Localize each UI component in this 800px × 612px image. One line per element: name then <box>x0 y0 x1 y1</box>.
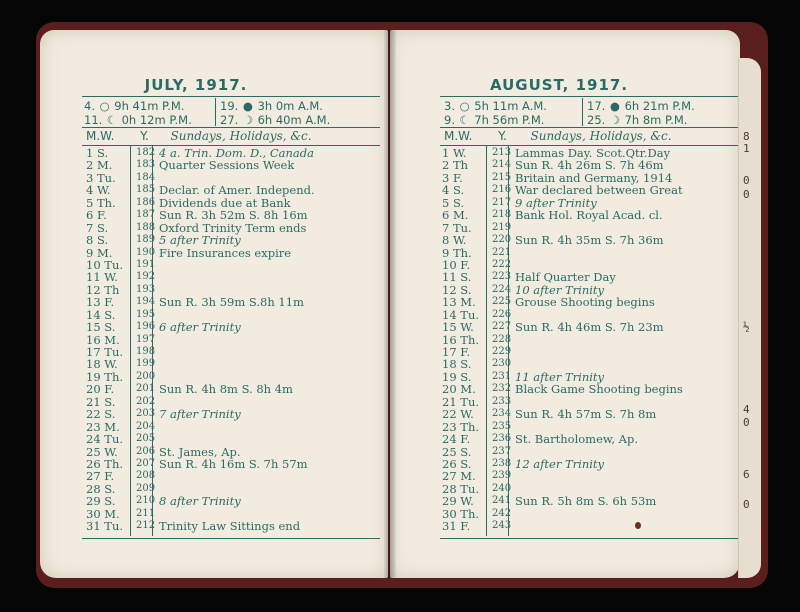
moon-divider <box>582 98 583 126</box>
day-of-year: 212 <box>136 520 156 532</box>
day-label: 2 Th <box>442 158 469 173</box>
day-label: 15 W. <box>442 320 474 335</box>
day-row <box>442 158 738 173</box>
full-moon-icon: ○ <box>459 99 470 113</box>
day-label: 13 F. <box>86 295 115 310</box>
day-label: 20 M. <box>442 382 476 397</box>
day-of-year: 198 <box>136 346 156 357</box>
moon-phase-row-1b: 17. ● 6h 21m P.M. <box>587 99 695 113</box>
day-of-year: 213 <box>492 147 512 158</box>
day-of-year: 238 <box>492 457 512 469</box>
top-rule <box>82 96 380 97</box>
day-row <box>442 407 738 422</box>
day-entry: Declar. of Amer. Independ. <box>159 183 315 198</box>
day-of-year: 218 <box>492 209 512 221</box>
day-label: 16 Th. <box>442 332 480 347</box>
day-entry: Sun R. 4h 57m S. 7h 8m <box>515 407 657 422</box>
day-label: 28 Tu. <box>442 481 480 496</box>
day-row <box>442 445 738 457</box>
day-row <box>442 357 738 372</box>
day-of-year: 217 <box>492 196 512 208</box>
edge-pencil-mark: 4 <box>743 403 750 416</box>
day-of-year: 227 <box>492 321 512 333</box>
day-row <box>442 519 738 534</box>
day-entry: 4 a. Trin. Dom. D., Canada <box>159 146 314 160</box>
day-label: 26 S. <box>442 456 472 471</box>
august-page <box>390 30 740 578</box>
day-of-year: 186 <box>136 196 156 208</box>
day-of-year: 233 <box>492 395 512 407</box>
day-of-year: 234 <box>492 408 512 420</box>
day-label: 5 Th. <box>86 195 116 210</box>
day-entry: Sun R. 4h 35m S. 7h 36m <box>515 233 664 248</box>
day-row <box>442 320 738 335</box>
moon-phase-row-2: 11. ☾ 0h 12m P.M. <box>84 113 192 127</box>
day-row <box>86 519 380 534</box>
day-label: 10 Tu. <box>86 257 124 272</box>
new-moon-icon: ● <box>609 99 620 113</box>
day-label: 18 S. <box>442 357 472 372</box>
day-label: 18 W. <box>86 357 118 372</box>
column-header: M.W. Y. Sundays, Holidays, &c. <box>444 129 672 143</box>
day-row <box>86 482 380 494</box>
day-label: 7 Tu. <box>442 220 472 235</box>
day-of-year: 202 <box>136 395 156 407</box>
day-of-year: 230 <box>492 358 512 370</box>
day-label: 22 W. <box>442 407 474 422</box>
day-row <box>86 432 380 447</box>
day-label: 11 S. <box>442 270 472 285</box>
day-of-year: 188 <box>136 221 156 233</box>
day-entry: Lammas Day. Scot.Qtr.Day <box>515 146 671 160</box>
day-row <box>86 158 380 173</box>
day-label: 14 S. <box>86 307 116 322</box>
day-of-year: 207 <box>136 457 156 469</box>
moon-divider <box>215 98 216 126</box>
day-of-year: 189 <box>136 234 156 246</box>
day-row <box>442 395 738 407</box>
day-of-year: 206 <box>136 445 156 457</box>
day-row <box>86 183 380 198</box>
day-row <box>86 507 380 519</box>
day-of-year: 185 <box>136 184 156 196</box>
day-of-year: 197 <box>136 333 156 345</box>
day-row <box>442 208 738 223</box>
full-moon-icon: ○ <box>99 99 110 113</box>
day-label: 9 M. <box>86 245 113 260</box>
day-label: 20 F. <box>86 382 115 397</box>
day-of-year: 215 <box>492 171 512 183</box>
day-row <box>86 233 380 248</box>
day-label: 21 S. <box>86 394 116 409</box>
day-of-year: 235 <box>492 420 512 432</box>
day-row <box>442 270 738 285</box>
day-of-year: 242 <box>492 507 512 519</box>
day-label: 23 M. <box>86 419 120 434</box>
new-moon-icon: ● <box>242 99 253 113</box>
day-of-year: 221 <box>492 246 512 258</box>
day-of-year: 200 <box>136 370 156 382</box>
day-row <box>86 196 380 208</box>
day-entry: Quarter Sessions Week <box>159 158 295 173</box>
top-rule <box>440 96 740 97</box>
july-page <box>40 30 388 578</box>
day-row <box>86 283 380 295</box>
day-entry: Trinity Law Sittings end <box>159 519 301 534</box>
day-label: 17 F. <box>442 345 471 359</box>
day-entry: Sun R. 4h 46m S. 7h 23m <box>515 320 664 335</box>
day-row <box>442 494 738 509</box>
day-label: 30 Th. <box>442 506 480 521</box>
day-label: 9 Th. <box>442 245 472 260</box>
edge-pencil-mark: 0 <box>743 416 750 429</box>
day-row <box>86 208 380 223</box>
day-row <box>442 482 738 494</box>
day-label: 4 W. <box>86 183 111 198</box>
day-entry: Fire Insurances expire <box>159 245 292 260</box>
day-label: 1 W. <box>442 146 467 160</box>
day-of-year: 220 <box>492 234 512 246</box>
day-label: 29 W. <box>442 494 474 509</box>
day-entry: Bank Hol. Royal Acad. cl. <box>515 208 663 223</box>
edge-pencil-mark: 0 <box>743 498 750 511</box>
day-of-year: 229 <box>492 346 512 357</box>
day-label: 13 M. <box>442 295 476 310</box>
day-label: 27 M. <box>442 469 476 484</box>
day-row <box>442 469 738 484</box>
day-row <box>86 395 380 407</box>
day-entry: Sun R. 3h 59m S.8h 11m <box>159 295 304 310</box>
day-row <box>86 258 380 270</box>
edge-pencil-mark: 0 <box>743 188 750 201</box>
day-row <box>442 345 738 357</box>
day-entry: Half Quarter Day <box>515 270 616 285</box>
day-of-year: 216 <box>492 184 512 196</box>
day-label: 25 S. <box>442 444 472 459</box>
day-list <box>442 146 738 532</box>
day-entry: 7 after Trinity <box>159 407 241 422</box>
day-row <box>86 320 380 335</box>
day-row <box>86 469 380 484</box>
day-row <box>86 308 380 320</box>
day-row <box>442 258 738 270</box>
day-of-year: 196 <box>136 321 156 333</box>
day-label: 6 M. <box>442 208 469 223</box>
edge-pencil-mark: 6 <box>743 468 750 481</box>
day-of-year: 226 <box>492 308 512 320</box>
moon-phase-row-1b: 19. ● 3h 0m A.M. <box>220 99 323 113</box>
day-row <box>442 420 738 432</box>
day-label: 6 F. <box>86 208 107 223</box>
day-row <box>86 333 380 345</box>
day-of-year: 223 <box>492 271 512 283</box>
day-of-year: 205 <box>136 433 156 445</box>
day-of-year: 236 <box>492 433 512 445</box>
day-label: 3 Tu. <box>86 170 116 185</box>
day-entry: War declared between Great <box>515 183 683 198</box>
day-of-year: 204 <box>136 420 156 432</box>
day-label: 14 Tu. <box>442 307 480 322</box>
day-of-year: 208 <box>136 470 156 482</box>
day-entry: Oxford Trinity Term ends <box>159 220 307 235</box>
moon-rule <box>440 127 740 128</box>
day-entry: St. Bartholomew, Ap. <box>515 432 638 447</box>
day-row <box>86 146 380 158</box>
day-label: 29 S. <box>86 494 116 509</box>
day-entry: 12 after Trinity <box>515 456 605 471</box>
day-label: 11 W. <box>86 270 118 285</box>
day-entry: 10 after Trinity <box>515 282 605 297</box>
day-row <box>86 295 380 310</box>
day-entry: Sun R. 5h 8m S. 6h 53m <box>515 494 657 509</box>
day-row <box>86 221 380 233</box>
day-of-year: 232 <box>492 383 512 395</box>
day-label: 19 S. <box>442 369 472 384</box>
day-row <box>86 407 380 422</box>
day-row <box>86 270 380 285</box>
day-label: 12 Th <box>86 282 120 297</box>
day-entry: 9 after Trinity <box>515 195 597 210</box>
day-label: 17 Tu. <box>86 345 124 359</box>
day-row <box>86 494 380 509</box>
day-entry: Sun R. 4h 16m S. 7h 57m <box>159 456 308 471</box>
day-row <box>442 196 738 208</box>
binding-gutter <box>384 30 396 578</box>
day-of-year: 203 <box>136 408 156 420</box>
day-list <box>86 146 380 532</box>
day-label: 22 S. <box>86 407 116 422</box>
day-row <box>442 183 738 198</box>
day-of-year: 211 <box>136 507 156 519</box>
moon-phase-row-1: 3. ○ 5h 11m A.M. <box>444 99 547 113</box>
day-label: 24 Tu. <box>86 432 124 447</box>
day-row <box>86 420 380 432</box>
day-row <box>442 308 738 320</box>
day-row <box>442 432 738 447</box>
day-row <box>86 370 380 382</box>
day-of-year: 219 <box>492 221 512 233</box>
day-of-year: 243 <box>492 520 512 532</box>
day-of-year: 241 <box>492 495 512 507</box>
day-row <box>442 507 738 519</box>
day-label: 27 F. <box>86 469 115 484</box>
day-entry: Sun R. 4h 26m S. 7h 46m <box>515 158 664 173</box>
month-title: AUGUST, 1917. <box>489 76 629 94</box>
day-entry: Sun R. 3h 52m S. 8h 16m <box>159 208 308 223</box>
day-entry: Sun R. 4h 8m S. 8h 4m <box>159 382 293 397</box>
day-label: 31 Tu. <box>86 519 124 534</box>
day-label: 2 M. <box>86 158 113 173</box>
last-quarter-icon: ☾ <box>459 113 470 127</box>
day-row <box>86 457 380 469</box>
edge-pencil-mark: 0 <box>743 174 750 187</box>
day-entry: 5 after Trinity <box>159 233 241 248</box>
day-of-year: 224 <box>492 283 512 295</box>
moon-phase-row-2b: 27. ☽ 6h 40m A.M. <box>220 113 331 127</box>
day-row <box>442 283 738 295</box>
day-row <box>442 295 738 310</box>
day-label: 26 Th. <box>86 456 124 471</box>
day-row <box>86 357 380 372</box>
day-label: 5 S. <box>442 195 465 210</box>
column-header: M.W. Y. Sundays, Holidays, &c. <box>86 129 312 143</box>
day-of-year: 239 <box>492 470 512 482</box>
day-label: 8 S. <box>86 233 109 248</box>
first-quarter-icon: ☽ <box>242 113 254 127</box>
day-label: 1 S. <box>86 146 109 160</box>
moon-rule <box>82 127 380 128</box>
edge-pencil-mark: 1 <box>743 142 750 155</box>
last-quarter-icon: ☾ <box>106 113 118 127</box>
month-title: JULY, 1917. <box>144 76 248 94</box>
day-label: 15 S. <box>86 320 116 335</box>
day-of-year: 195 <box>136 308 156 320</box>
day-of-year: 240 <box>492 482 512 494</box>
day-label: 28 S. <box>86 481 116 496</box>
moon-phase-row-2b: 25. ☽ 7h 8m P.M. <box>587 113 688 127</box>
day-row <box>442 457 738 469</box>
bottom-rule <box>82 538 380 539</box>
day-row <box>86 171 380 183</box>
day-row <box>86 382 380 397</box>
ink-stain <box>635 522 641 529</box>
day-row <box>442 171 738 183</box>
day-entry: Grouse Shooting begins <box>515 295 655 310</box>
day-label: 4 S. <box>442 183 465 198</box>
moon-phase-row-2: 9. ☾ 7h 56m P.M. <box>444 113 545 127</box>
day-of-year: 237 <box>492 445 512 457</box>
day-label: 24 F. <box>442 432 471 447</box>
day-row <box>442 382 738 397</box>
day-row <box>442 246 738 258</box>
day-label: 31 F. <box>442 519 471 534</box>
day-of-year: 184 <box>136 171 156 183</box>
day-entry: 8 after Trinity <box>159 494 241 509</box>
day-entry: 6 after Trinity <box>159 320 241 335</box>
edge-pencil-mark: ½ <box>743 320 750 333</box>
day-of-year: 209 <box>136 482 156 494</box>
day-entry: 11 after Trinity <box>515 369 605 384</box>
day-row <box>442 146 738 158</box>
day-label: 12 S. <box>442 282 472 297</box>
day-of-year: 192 <box>136 271 156 283</box>
day-label: 16 M. <box>86 332 120 347</box>
day-row <box>442 233 738 248</box>
day-of-year: 182 <box>136 147 156 158</box>
day-row <box>442 333 738 345</box>
day-of-year: 225 <box>492 296 512 308</box>
day-row <box>86 445 380 457</box>
day-entry: Dividends due at Bank <box>159 195 291 210</box>
day-of-year: 193 <box>136 283 156 295</box>
day-of-year: 210 <box>136 495 156 507</box>
day-of-year: 194 <box>136 296 156 308</box>
day-of-year: 190 <box>136 246 156 258</box>
edge-pencil-mark: 8 <box>743 130 750 143</box>
bottom-rule <box>440 538 740 539</box>
day-label: 21 Tu. <box>442 394 480 409</box>
moon-phase-row-1: 4. ○ 9h 41m P.M. <box>84 99 185 113</box>
day-label: 3 F. <box>442 170 463 185</box>
day-label: 30 M. <box>86 506 120 521</box>
day-entry: Black Game Shooting begins <box>515 382 683 397</box>
day-of-year: 187 <box>136 209 156 221</box>
day-of-year: 191 <box>136 258 156 270</box>
day-row <box>442 221 738 233</box>
day-label: 10 F. <box>442 257 471 272</box>
day-row <box>86 246 380 258</box>
day-of-year: 201 <box>136 383 156 395</box>
day-label: 7 S. <box>86 220 109 235</box>
page-edge <box>738 58 761 578</box>
day-label: 23 Th. <box>442 419 480 434</box>
day-row <box>442 370 738 382</box>
day-of-year: 214 <box>492 159 512 171</box>
day-of-year: 199 <box>136 358 156 370</box>
day-label: 19 Th. <box>86 369 124 384</box>
first-quarter-icon: ☽ <box>609 113 621 127</box>
day-label: 25 W. <box>86 444 118 459</box>
day-row <box>86 345 380 357</box>
day-of-year: 183 <box>136 159 156 171</box>
day-entry: St. James, Ap. <box>159 444 241 459</box>
day-label: 8 W. <box>442 233 467 248</box>
day-of-year: 231 <box>492 370 512 382</box>
day-of-year: 222 <box>492 258 512 270</box>
day-entry: Britain and Germany, 1914 <box>515 170 673 185</box>
day-of-year: 228 <box>492 333 512 345</box>
